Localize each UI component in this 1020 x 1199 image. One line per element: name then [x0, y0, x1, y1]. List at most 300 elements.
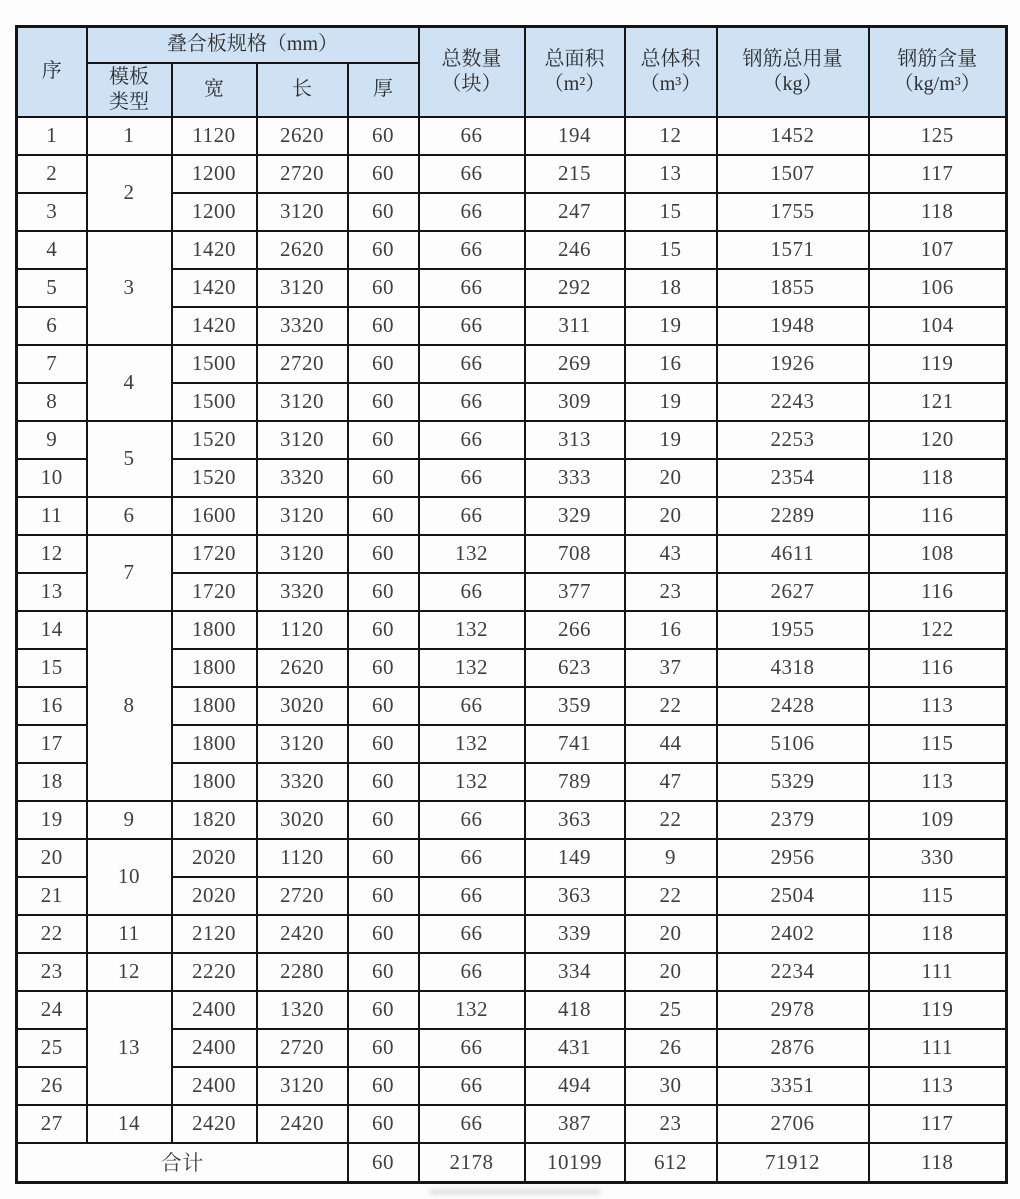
- cell-qty: 66: [419, 269, 525, 307]
- table-row: [17, 991, 1007, 1029]
- cell-width: 2020: [172, 877, 257, 915]
- table-row: [17, 915, 1007, 953]
- cell-rebar-total: 2706: [717, 1105, 869, 1143]
- cell-width: 1520: [172, 421, 257, 459]
- cell-length: 2620: [257, 117, 348, 155]
- cell-rebar-content: 117: [869, 1105, 1007, 1143]
- cell-seq: 4: [17, 231, 87, 269]
- cell-length: 3120: [257, 497, 348, 535]
- table-footer: [17, 1143, 1007, 1183]
- cell-width: 2420: [172, 1105, 257, 1143]
- total-rebar-total: 71912: [717, 1143, 869, 1183]
- cell-area: 246: [525, 231, 625, 269]
- cell-seq: 13: [17, 573, 87, 611]
- cell-rebar-content: 111: [869, 953, 1007, 991]
- cell-area: 363: [525, 801, 625, 839]
- cell-width: 1800: [172, 611, 257, 649]
- cell-seq: 26: [17, 1067, 87, 1105]
- cell-rebar-content: 121: [869, 383, 1007, 421]
- cell-seq: 5: [17, 269, 87, 307]
- total-volume: 612: [625, 1143, 717, 1183]
- header-length: 长: [257, 63, 348, 117]
- table-row: [17, 839, 1007, 877]
- cell-rebar-content: 108: [869, 535, 1007, 573]
- cell-area: 431: [525, 1029, 625, 1067]
- cell-rebar-total: 1452: [717, 117, 869, 155]
- cell-length: 3120: [257, 535, 348, 573]
- cell-seq: 11: [17, 497, 87, 535]
- cell-thickness: 60: [348, 535, 419, 573]
- cell-seq: 7: [17, 345, 87, 383]
- header-rebar-total-line2: （kg）: [762, 72, 823, 95]
- table-header: [17, 27, 1007, 117]
- cell-qty: 66: [419, 117, 525, 155]
- cell-width: 1800: [172, 725, 257, 763]
- cell-volume: 16: [625, 345, 717, 383]
- cell-length: 3120: [257, 269, 348, 307]
- cell-template-type: 4: [87, 345, 172, 421]
- header-area-line1: 总面积: [544, 47, 605, 70]
- header-seq: 序: [17, 27, 87, 117]
- cell-volume: 22: [625, 687, 717, 725]
- total-qty: 2178: [419, 1143, 525, 1183]
- cell-length: 3120: [257, 383, 348, 421]
- cell-thickness: 60: [348, 345, 419, 383]
- cell-qty: 66: [419, 801, 525, 839]
- cell-rebar-total: 2978: [717, 991, 869, 1029]
- cell-volume: 26: [625, 1029, 717, 1067]
- cell-width: 1420: [172, 269, 257, 307]
- cell-length: 3320: [257, 573, 348, 611]
- cell-rebar-total: 1855: [717, 269, 869, 307]
- cell-rebar-total: 4318: [717, 649, 869, 687]
- cell-template-type: 10: [87, 839, 172, 915]
- cell-area: 494: [525, 1067, 625, 1105]
- cell-volume: 18: [625, 269, 717, 307]
- cell-volume: 44: [625, 725, 717, 763]
- cell-template-type: 2: [87, 155, 172, 231]
- cell-thickness: 60: [348, 915, 419, 953]
- table-row: [17, 421, 1007, 459]
- cell-qty: 132: [419, 649, 525, 687]
- header-area-line2: （m²）: [543, 72, 606, 95]
- cell-rebar-total: 4611: [717, 535, 869, 573]
- cell-thickness: 60: [348, 953, 419, 991]
- cell-rebar-content: 117: [869, 155, 1007, 193]
- cell-width: 1500: [172, 345, 257, 383]
- cell-length: 3120: [257, 193, 348, 231]
- cell-area: 623: [525, 649, 625, 687]
- cell-rebar-total: 2428: [717, 687, 869, 725]
- cell-rebar-total: 3351: [717, 1067, 869, 1105]
- cell-qty: 66: [419, 231, 525, 269]
- cell-qty: 132: [419, 763, 525, 801]
- cell-thickness: 60: [348, 155, 419, 193]
- cell-qty: 132: [419, 725, 525, 763]
- cell-seq: 1: [17, 117, 87, 155]
- cell-rebar-total: 1755: [717, 193, 869, 231]
- cell-volume: 20: [625, 915, 717, 953]
- cell-volume: 15: [625, 193, 717, 231]
- cell-qty: 66: [419, 953, 525, 991]
- cell-thickness: 60: [348, 1105, 419, 1143]
- cell-area: 149: [525, 839, 625, 877]
- cell-area: 329: [525, 497, 625, 535]
- cell-qty: 66: [419, 193, 525, 231]
- header-spec-group: 叠合板规格（mm）: [87, 27, 419, 63]
- cell-qty: 66: [419, 345, 525, 383]
- cell-thickness: 60: [348, 725, 419, 763]
- cell-length: 2280: [257, 953, 348, 991]
- cell-qty: 66: [419, 1105, 525, 1143]
- cell-thickness: 60: [348, 231, 419, 269]
- cell-width: 2220: [172, 953, 257, 991]
- cell-qty: 132: [419, 991, 525, 1029]
- table-row: [17, 801, 1007, 839]
- cell-rebar-content: 122: [869, 611, 1007, 649]
- cell-thickness: 60: [348, 193, 419, 231]
- cell-area: 269: [525, 345, 625, 383]
- header-width: 宽: [172, 63, 257, 117]
- cell-width: 1420: [172, 307, 257, 345]
- cell-volume: 16: [625, 611, 717, 649]
- cell-thickness: 60: [348, 1029, 419, 1067]
- cell-width: 2120: [172, 915, 257, 953]
- cell-rebar-content: 119: [869, 345, 1007, 383]
- cell-width: 1800: [172, 687, 257, 725]
- cell-length: 3320: [257, 459, 348, 497]
- cell-width: 1800: [172, 649, 257, 687]
- cell-rebar-content: 115: [869, 725, 1007, 763]
- cell-rebar-total: 2402: [717, 915, 869, 953]
- cell-volume: 30: [625, 1067, 717, 1105]
- cell-length: 3120: [257, 1067, 348, 1105]
- cell-volume: 25: [625, 991, 717, 1029]
- cell-rebar-total: 1926: [717, 345, 869, 383]
- cell-qty: 132: [419, 535, 525, 573]
- cell-rebar-content: 113: [869, 763, 1007, 801]
- cell-width: 2400: [172, 991, 257, 1029]
- header-template-type-line1: 模板: [109, 65, 149, 88]
- cell-thickness: 60: [348, 763, 419, 801]
- cell-qty: 66: [419, 915, 525, 953]
- cell-volume: 43: [625, 535, 717, 573]
- cell-seq: 10: [17, 459, 87, 497]
- cell-volume: 19: [625, 307, 717, 345]
- cell-template-type: 14: [87, 1105, 172, 1143]
- cell-area: 334: [525, 953, 625, 991]
- cell-seq: 22: [17, 915, 87, 953]
- cell-seq: 18: [17, 763, 87, 801]
- cell-thickness: 60: [348, 801, 419, 839]
- cell-area: 309: [525, 383, 625, 421]
- cell-template-type: 9: [87, 801, 172, 839]
- header-rebar-total-line1: 钢筋总用量: [742, 47, 843, 70]
- cell-thickness: 60: [348, 383, 419, 421]
- cell-width: 2400: [172, 1067, 257, 1105]
- cell-rebar-content: 113: [869, 1067, 1007, 1105]
- table-row: [17, 345, 1007, 383]
- cell-thickness: 60: [348, 611, 419, 649]
- cell-thickness: 60: [348, 117, 419, 155]
- cell-rebar-total: 2379: [717, 801, 869, 839]
- cell-area: 708: [525, 535, 625, 573]
- cell-rebar-total: 2504: [717, 877, 869, 915]
- cell-length: 2720: [257, 345, 348, 383]
- cell-rebar-total: 2627: [717, 573, 869, 611]
- table-row: [17, 155, 1007, 193]
- cell-seq: 2: [17, 155, 87, 193]
- cell-template-type: 3: [87, 231, 172, 345]
- header-template-type: [87, 63, 172, 117]
- cell-volume: 47: [625, 763, 717, 801]
- cell-seq: 15: [17, 649, 87, 687]
- cell-length: 1120: [257, 611, 348, 649]
- cell-thickness: 60: [348, 687, 419, 725]
- cell-seq: 20: [17, 839, 87, 877]
- cell-seq: 14: [17, 611, 87, 649]
- cell-seq: 19: [17, 801, 87, 839]
- cell-template-type: 7: [87, 535, 172, 611]
- header-qty-line2: （块）: [441, 72, 502, 95]
- cell-volume: 19: [625, 421, 717, 459]
- header-rebar-content-line2: （kg/m³）: [893, 72, 981, 95]
- total-row: [17, 1143, 1007, 1183]
- cell-width: 1720: [172, 573, 257, 611]
- total-thickness: 60: [348, 1143, 419, 1183]
- cell-qty: 66: [419, 155, 525, 193]
- cell-area: 359: [525, 687, 625, 725]
- cell-rebar-total: 1955: [717, 611, 869, 649]
- cell-qty: 66: [419, 459, 525, 497]
- cell-length: 3020: [257, 687, 348, 725]
- cell-volume: 20: [625, 953, 717, 991]
- cell-length: 3020: [257, 801, 348, 839]
- cell-area: 215: [525, 155, 625, 193]
- cell-width: 1200: [172, 155, 257, 193]
- cell-area: 741: [525, 725, 625, 763]
- cell-qty: 66: [419, 497, 525, 535]
- cell-seq: 25: [17, 1029, 87, 1067]
- cell-thickness: 60: [348, 1067, 419, 1105]
- cell-rebar-content: 109: [869, 801, 1007, 839]
- cell-qty: 66: [419, 839, 525, 877]
- cell-thickness: 60: [348, 991, 419, 1029]
- cell-rebar-total: 1507: [717, 155, 869, 193]
- cell-length: 2720: [257, 1029, 348, 1067]
- cell-template-type: 1: [87, 117, 172, 155]
- cell-template-type: 8: [87, 611, 172, 801]
- cell-width: 1500: [172, 383, 257, 421]
- cell-rebar-content: 116: [869, 497, 1007, 535]
- cell-area: 363: [525, 877, 625, 915]
- cell-volume: 23: [625, 1105, 717, 1143]
- cell-rebar-content: 115: [869, 877, 1007, 915]
- cell-seq: 16: [17, 687, 87, 725]
- cell-area: 339: [525, 915, 625, 953]
- cell-seq: 3: [17, 193, 87, 231]
- cell-thickness: 60: [348, 421, 419, 459]
- cell-rebar-content: 119: [869, 991, 1007, 1029]
- cell-thickness: 60: [348, 459, 419, 497]
- cell-volume: 23: [625, 573, 717, 611]
- cell-rebar-content: 104: [869, 307, 1007, 345]
- cell-width: 2020: [172, 839, 257, 877]
- cell-rebar-total: 1571: [717, 231, 869, 269]
- header-volume-line2: （m³）: [639, 72, 702, 95]
- cell-area: 194: [525, 117, 625, 155]
- cell-thickness: 60: [348, 839, 419, 877]
- cell-rebar-content: 107: [869, 231, 1007, 269]
- header-qty: [419, 27, 525, 117]
- cell-rebar-content: 330: [869, 839, 1007, 877]
- cell-length: 2620: [257, 649, 348, 687]
- cropped-text-artifact: [430, 1189, 600, 1195]
- cell-seq: 24: [17, 991, 87, 1029]
- cell-width: 2400: [172, 1029, 257, 1067]
- cell-template-type: 5: [87, 421, 172, 497]
- cell-length: 1320: [257, 991, 348, 1029]
- cell-seq: 27: [17, 1105, 87, 1143]
- cell-rebar-content: 106: [869, 269, 1007, 307]
- cell-rebar-total: 2234: [717, 953, 869, 991]
- cell-area: 247: [525, 193, 625, 231]
- cell-thickness: 60: [348, 269, 419, 307]
- cell-rebar-total: 2956: [717, 839, 869, 877]
- cell-rebar-total: 2876: [717, 1029, 869, 1067]
- cell-thickness: 60: [348, 497, 419, 535]
- cell-rebar-content: 113: [869, 687, 1007, 725]
- cell-qty: 66: [419, 1067, 525, 1105]
- cell-rebar-total: 2289: [717, 497, 869, 535]
- cell-volume: 20: [625, 459, 717, 497]
- cell-width: 1800: [172, 763, 257, 801]
- table-row: [17, 1105, 1007, 1143]
- cell-rebar-total: 5106: [717, 725, 869, 763]
- cell-thickness: 60: [348, 649, 419, 687]
- cell-length: 2720: [257, 155, 348, 193]
- cell-area: 313: [525, 421, 625, 459]
- cell-rebar-content: 118: [869, 915, 1007, 953]
- cell-area: 266: [525, 611, 625, 649]
- table-body: [17, 117, 1007, 1143]
- cell-volume: 22: [625, 877, 717, 915]
- cell-area: 387: [525, 1105, 625, 1143]
- cell-volume: 15: [625, 231, 717, 269]
- cell-width: 1420: [172, 231, 257, 269]
- cell-rebar-content: 111: [869, 1029, 1007, 1067]
- cell-area: 418: [525, 991, 625, 1029]
- table-row: [17, 611, 1007, 649]
- table-row: [17, 535, 1007, 573]
- table-row: [17, 497, 1007, 535]
- cell-area: 377: [525, 573, 625, 611]
- cell-area: 292: [525, 269, 625, 307]
- slab-spec-table: [15, 25, 1008, 1184]
- cell-volume: 13: [625, 155, 717, 193]
- cell-qty: 66: [419, 687, 525, 725]
- cell-length: 3320: [257, 763, 348, 801]
- cell-seq: 17: [17, 725, 87, 763]
- header-rebar-content: [869, 27, 1007, 117]
- cell-rebar-total: 2354: [717, 459, 869, 497]
- cell-width: 1120: [172, 117, 257, 155]
- cell-volume: 19: [625, 383, 717, 421]
- header-rebar-total: [717, 27, 869, 117]
- cell-volume: 9: [625, 839, 717, 877]
- cell-width: 1600: [172, 497, 257, 535]
- cell-seq: 6: [17, 307, 87, 345]
- cell-area: 311: [525, 307, 625, 345]
- cell-rebar-content: 125: [869, 117, 1007, 155]
- cell-length: 2720: [257, 877, 348, 915]
- cell-length: 1120: [257, 839, 348, 877]
- cell-thickness: 60: [348, 307, 419, 345]
- cell-area: 789: [525, 763, 625, 801]
- cell-volume: 20: [625, 497, 717, 535]
- cell-rebar-total: 2243: [717, 383, 869, 421]
- total-label: 合计: [17, 1143, 348, 1183]
- cell-template-type: 12: [87, 953, 172, 991]
- cell-seq: 12: [17, 535, 87, 573]
- cell-template-type: 11: [87, 915, 172, 953]
- cell-thickness: 60: [348, 877, 419, 915]
- header-volume: [625, 27, 717, 117]
- cell-width: 1720: [172, 535, 257, 573]
- cell-rebar-content: 118: [869, 193, 1007, 231]
- cell-rebar-total: 1948: [717, 307, 869, 345]
- header-thickness: 厚: [348, 63, 419, 117]
- total-rebar-content: 118: [869, 1143, 1007, 1183]
- cell-rebar-total: 5329: [717, 763, 869, 801]
- cell-rebar-content: 116: [869, 649, 1007, 687]
- cell-qty: 66: [419, 1029, 525, 1067]
- cell-seq: 23: [17, 953, 87, 991]
- cell-length: 2420: [257, 1105, 348, 1143]
- cell-length: 3120: [257, 421, 348, 459]
- cell-rebar-content: 118: [869, 459, 1007, 497]
- cell-length: 3320: [257, 307, 348, 345]
- cell-length: 3120: [257, 725, 348, 763]
- table-row: [17, 953, 1007, 991]
- cell-volume: 22: [625, 801, 717, 839]
- header-area: [525, 27, 625, 117]
- cell-width: 1820: [172, 801, 257, 839]
- cell-volume: 12: [625, 117, 717, 155]
- cell-qty: 66: [419, 383, 525, 421]
- cell-volume: 37: [625, 649, 717, 687]
- cell-area: 333: [525, 459, 625, 497]
- header-template-type-line2: 类型: [109, 90, 149, 113]
- cell-length: 2620: [257, 231, 348, 269]
- cell-qty: 66: [419, 421, 525, 459]
- cell-seq: 21: [17, 877, 87, 915]
- header-qty-line1: 总数量: [441, 47, 502, 70]
- cell-width: 1200: [172, 193, 257, 231]
- cell-qty: 132: [419, 611, 525, 649]
- cell-width: 1520: [172, 459, 257, 497]
- cell-qty: 66: [419, 573, 525, 611]
- cell-template-type: 13: [87, 991, 172, 1105]
- cell-thickness: 60: [348, 573, 419, 611]
- header-rebar-content-line1: 钢筋含量: [897, 47, 978, 70]
- cell-template-type: 6: [87, 497, 172, 535]
- table-row: [17, 231, 1007, 269]
- total-area: 10199: [525, 1143, 625, 1183]
- cell-seq: 9: [17, 421, 87, 459]
- cell-rebar-content: 116: [869, 573, 1007, 611]
- cell-rebar-content: 120: [869, 421, 1007, 459]
